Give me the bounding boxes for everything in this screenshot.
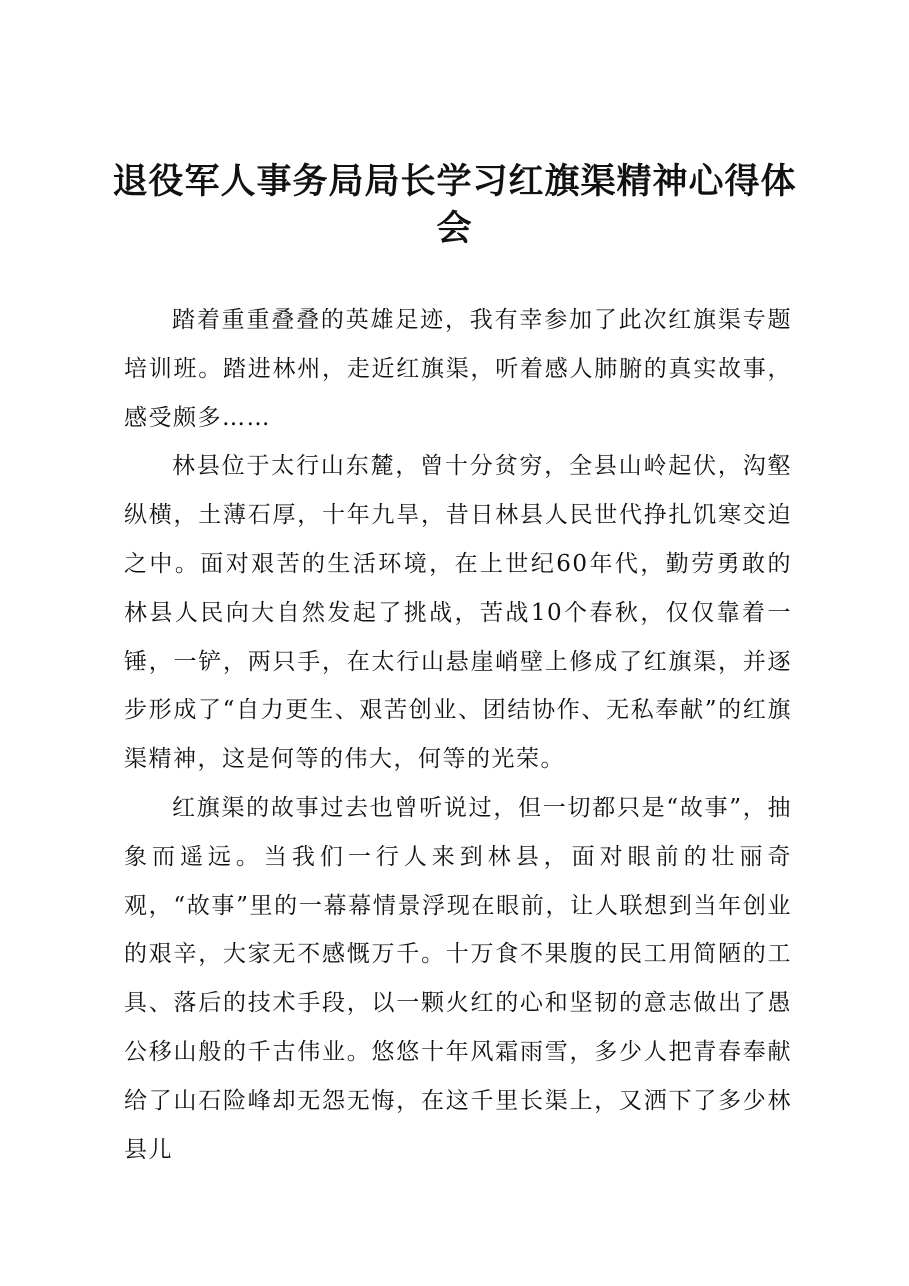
document-title: 退役军人事务局局长学习红旗渠精神心得体会	[112, 161, 797, 249]
paragraph: 红旗渠的故事过去也曾听说过，但一切都只是“故事”，抽象而遥远。当我们一行人来到林县，面对眼前的壮丽奇观，“故事”里的一幕幕情景浮现在眼前，让人联想到当年创业的艰辛，大家无不感慨万千。十万食不果腹的民工用简陋的工具、落后的技术手段，以一颗火红的心和坚韧的意志做出了愚公移山般的千古伟业。悠悠十年风霜雨雪，多少人把青春奉献给了山石险峰却无怨无悔，在这千里长渠上，又洒下了多少林县儿	[124, 794, 792, 1163]
paragraph: 林县位于太行山东麓，曾十分贫穷，全县山岭起伏，沟壑纵横，土薄石厚，十年九旱，昔日林县人民世代挣扎饥寒交迫之中。面对艰苦的生活环境，在上世纪60年代，勤劳勇敢的林县人民向大自然发起了挑战，苦战10个春秋，仅仅靠着一锤，一铲，两只手，在太行山悬崖峭壁上修成了红旗渠，并逐步形成了“自力更生、艰苦创业、团结协作、无私奉献”的红旗渠精神，这是何等的伟大，何等的光荣。	[124, 453, 792, 773]
document-body	[124, 296, 792, 1174]
paragraph: 踏着重重叠叠的英雄足迹，我有幸参加了此次红旗渠专题培训班。踏进林州，走近红旗渠，听着感人肺腑的真实故事，感受颇多……	[124, 307, 792, 431]
